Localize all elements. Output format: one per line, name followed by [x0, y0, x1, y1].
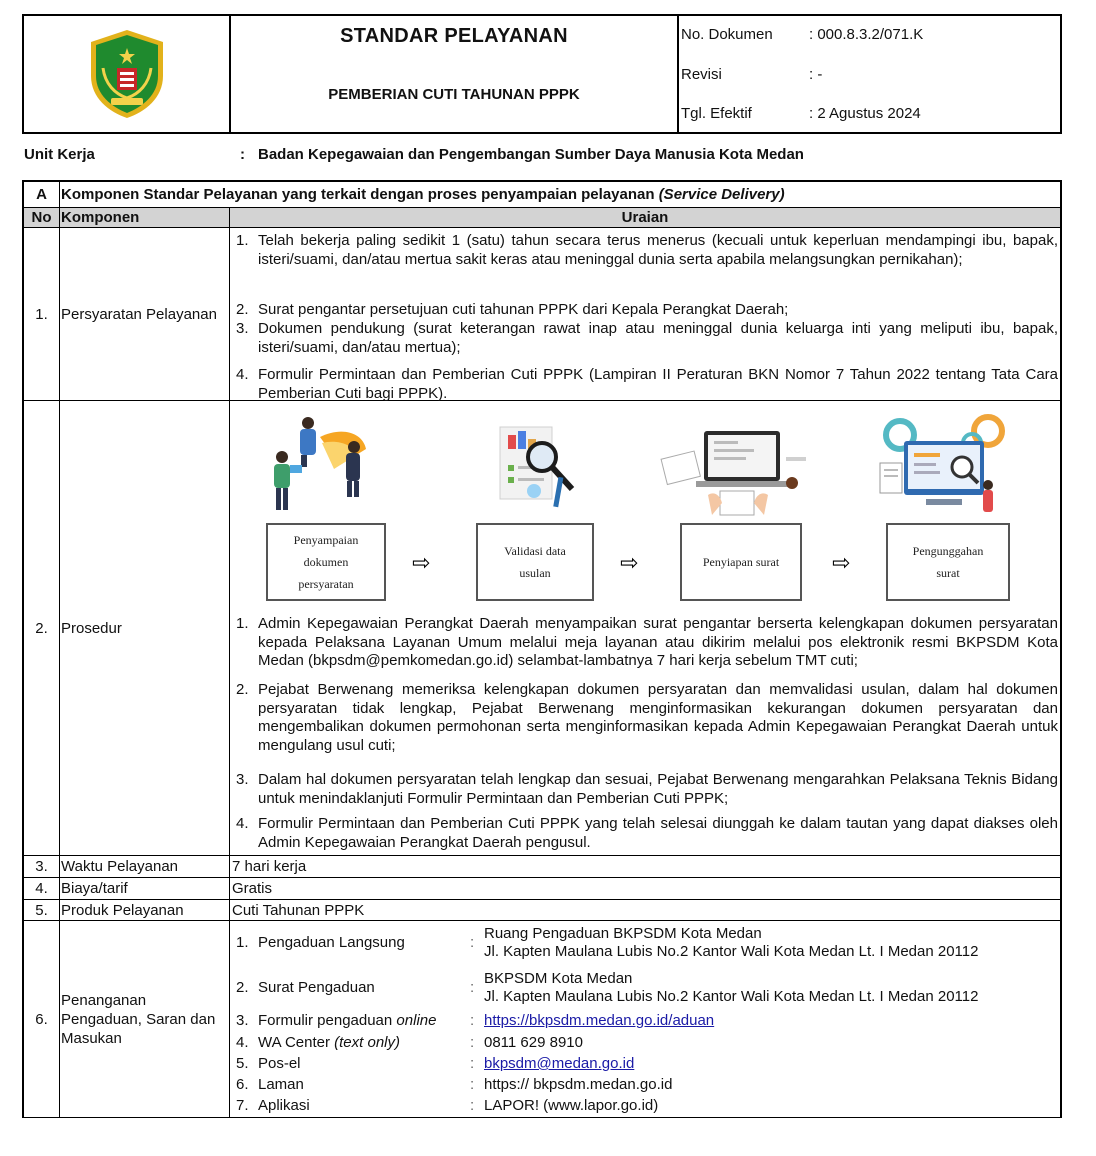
- step-box-validasi: Validasi data usulan: [476, 523, 594, 601]
- unit-colon: :: [240, 146, 245, 163]
- unit-label: Unit Kerja: [24, 146, 95, 163]
- list-item: 2. Surat pengantar persetujuan cuti tahunan PPPK dari Kepala Perangkat Daerah;: [236, 301, 789, 318]
- title-cell: [231, 16, 679, 132]
- meta-value: : 000.8.3.2/071.K: [809, 26, 924, 43]
- step-box-pengunggahan: Pengunggahan surat: [886, 523, 1010, 601]
- meta-tgl-efektif: [681, 105, 1060, 127]
- list-item: 1. Admin Kepegawaian Perangkat Daerah menyampaikan surat pengantar berserta kelengkapan dokumen persyaratan kepada Pelaksana Layanan Umum melalui meja layanan atau dikirim melalui pos elektronik resmi BKPSDM Kota Medan (bkpsdm@pemkomedan.go.id) selambat-lambatnya 7 hari kerja sebelum TMT cuti;: [236, 615, 1058, 669]
- list-item: 3. Dalam hal dokumen persyaratan telah lengkap dan sesuai, Pejabat Berwenang mengarahkan Pelaksana Teknis Bidang untuk menindaklanjuti Formulir Permintaan dan Pemberian Cuti PPPK;: [236, 771, 1058, 807]
- row-komponen: Waktu Pelayanan: [60, 856, 230, 877]
- row-no: 4.: [24, 878, 60, 899]
- email-link[interactable]: bkpsdm@medan.go.id: [484, 1055, 635, 1072]
- col-komponen: Komponen: [60, 208, 230, 227]
- outline-right-arrow-icon: ⇨: [620, 551, 639, 576]
- list-item: 3. Dokumen pendukung (surat keterangan rawat inap atau meninggal dunia keluarga inti yang meliputi ibu, bapak, isteri/suami, dan/atau mertua);: [236, 320, 1058, 356]
- row-value: 7 hari kerja: [232, 858, 307, 875]
- logo-cell: [24, 16, 231, 132]
- kota-medan-emblem-icon: [85, 28, 169, 120]
- contact-row: 2. Surat Pengaduan : BKPSDM Kota Medan Jl. Kapten Maulana Lubis No.2 Kantor Wali Kota Medan Lt. I Medan 20112: [236, 970, 979, 1005]
- contact-row: 1. Pengaduan Langsung : Ruang Pengaduan BKPSDM Kota Medan Jl. Kapten Maulana Lubis No.2 Kantor Wali Kota Medan Lt. I Medan 20112: [236, 925, 979, 960]
- meta-revisi: [681, 66, 1060, 88]
- row-no: 5.: [24, 900, 60, 920]
- list-item: 1. Telah bekerja paling sedikit 1 (satu) tahun secara terus menerus (kecuali untuk keperluan mendampingi ibu, bapak, isteri/suami, dan/atau mertua sakit keras atau meninggal dunia serta apabila melangsungkan pernikahan);: [236, 232, 1058, 268]
- people-handover-illustration-icon: [270, 409, 380, 517]
- step-box-penyiapan: Penyiapan surat: [680, 523, 802, 601]
- unit-kerja: [24, 146, 1064, 166]
- section-title: Komponen Standar Pelayanan yang terkait dengan proses penyampaian pelayanan (Service Delivery): [61, 186, 785, 203]
- row-value: Cuti Tahunan PPPK: [232, 901, 365, 919]
- table-row-persyaratan: [24, 228, 1060, 401]
- meta-label: Revisi: [681, 66, 722, 83]
- row-no: 6.: [24, 921, 60, 1117]
- document-subtitle: PEMBERIAN CUTI TAHUNAN PPPK: [328, 86, 580, 103]
- document-validation-magnifier-icon: [494, 419, 584, 517]
- meta-no-dokumen: [681, 26, 1060, 48]
- table-row-pengaduan: [24, 921, 1060, 1117]
- row-komponen: Prosedur: [60, 401, 230, 855]
- row-komponen: Penanganan Pengaduan, Saran dan Masukan: [60, 921, 230, 1117]
- table-row-waktu: [24, 856, 1060, 878]
- list-item: 4. Formulir Permintaan dan Pemberian Cuti PPPK (Lampiran II Peraturan BKN Nomor 7 Tahun 2022 tentang Tata Cara Pemberian Cuti bagi PPPK).: [236, 366, 1058, 402]
- meta-label: No. Dokumen: [681, 26, 773, 43]
- list-item: 4. Formulir Permintaan dan Pemberian Cuti PPPK yang telah selesai diunggah ke dalam tautan yang dapat diakses oleh Admin Kepegawaian Perangkat Daerah pengusul.: [236, 815, 1058, 851]
- meta-value: : -: [809, 66, 823, 83]
- column-header-row: [24, 208, 1060, 228]
- row-komponen: Persyaratan Pelayanan: [60, 228, 230, 400]
- outline-right-arrow-icon: ⇨: [412, 551, 431, 576]
- meta-value: : 2 Agustus 2024: [809, 105, 921, 122]
- step-box-penyampaian: Penyampaian dokumen persyaratan: [266, 523, 386, 601]
- table-row-produk: [24, 900, 1060, 921]
- row-value: Gratis: [232, 880, 273, 897]
- row-uraian: [230, 228, 1060, 400]
- row-uraian: 1. Pengaduan Langsung : Ruang Pengaduan BKPSDM Kota Medan Jl. Kapten Maulana Lubis No.2 Kantor Wali Kota Medan Lt. I Medan 20112 2. Surat Pengaduan : BKPSDM Kota Medan Jl. Kapten Maulana Lubis No.2 Kantor Wali Kota Medan Lt. I Medan 20112 3. Formulir pengaduan online : https://bkpsdm.medan.go.id/aduan 4. WA Center (text only) : 0811 629 8910 5. Pos-el : bkpsdm@medan.go.id 6. Laman : https:// bkpsdm.medan.go.id 7. Aplikasi : LAPOR! (www.lapor.go.id): [230, 921, 1060, 1117]
- row-uraian: [230, 401, 1060, 855]
- section-row: [24, 182, 1060, 208]
- aduan-link[interactable]: https://bkpsdm.medan.go.id/aduan: [484, 1012, 715, 1029]
- col-uraian: Uraian: [621, 209, 669, 226]
- row-komponen: Biaya/tarif: [60, 878, 230, 899]
- document-header: [22, 14, 1062, 134]
- table-row-prosedur: [24, 401, 1060, 856]
- list-item: 2. Pejabat Berwenang memeriksa kelengkapan dokumen persyaratan dan memvalidasi usulan, dalam hal dokumen persyaratan tidak lengkap, Pejabat Berwenang menginformasikan kekurangan dokumen persyaratan dan mengembalikan dokumen permohonan serta menginformasikan kepada Admin Kepegawaian Perangkat Daerah untuk mengulang usul cuti;: [236, 681, 1058, 754]
- outline-right-arrow-icon: ⇨: [832, 551, 851, 576]
- service-standard-table: [22, 180, 1062, 1118]
- row-no: 1.: [24, 228, 60, 400]
- laptop-document-preparation-icon: [660, 429, 810, 517]
- table-row-biaya: [24, 878, 1060, 900]
- col-no: No: [24, 208, 60, 227]
- meta-label: Tgl. Efektif: [681, 105, 752, 122]
- upload-monitor-gears-icon: [876, 413, 1012, 517]
- row-komponen: Produk Pelayanan: [60, 900, 230, 920]
- meta-cell: [679, 16, 1060, 132]
- section-letter: A: [24, 182, 60, 207]
- row-no: 2.: [24, 401, 60, 855]
- unit-value: Badan Kepegawaian dan Pengembangan Sumber Daya Manusia Kota Medan: [258, 146, 804, 163]
- document-title: STANDAR PELAYANAN: [340, 25, 568, 47]
- row-no: 3.: [24, 856, 60, 877]
